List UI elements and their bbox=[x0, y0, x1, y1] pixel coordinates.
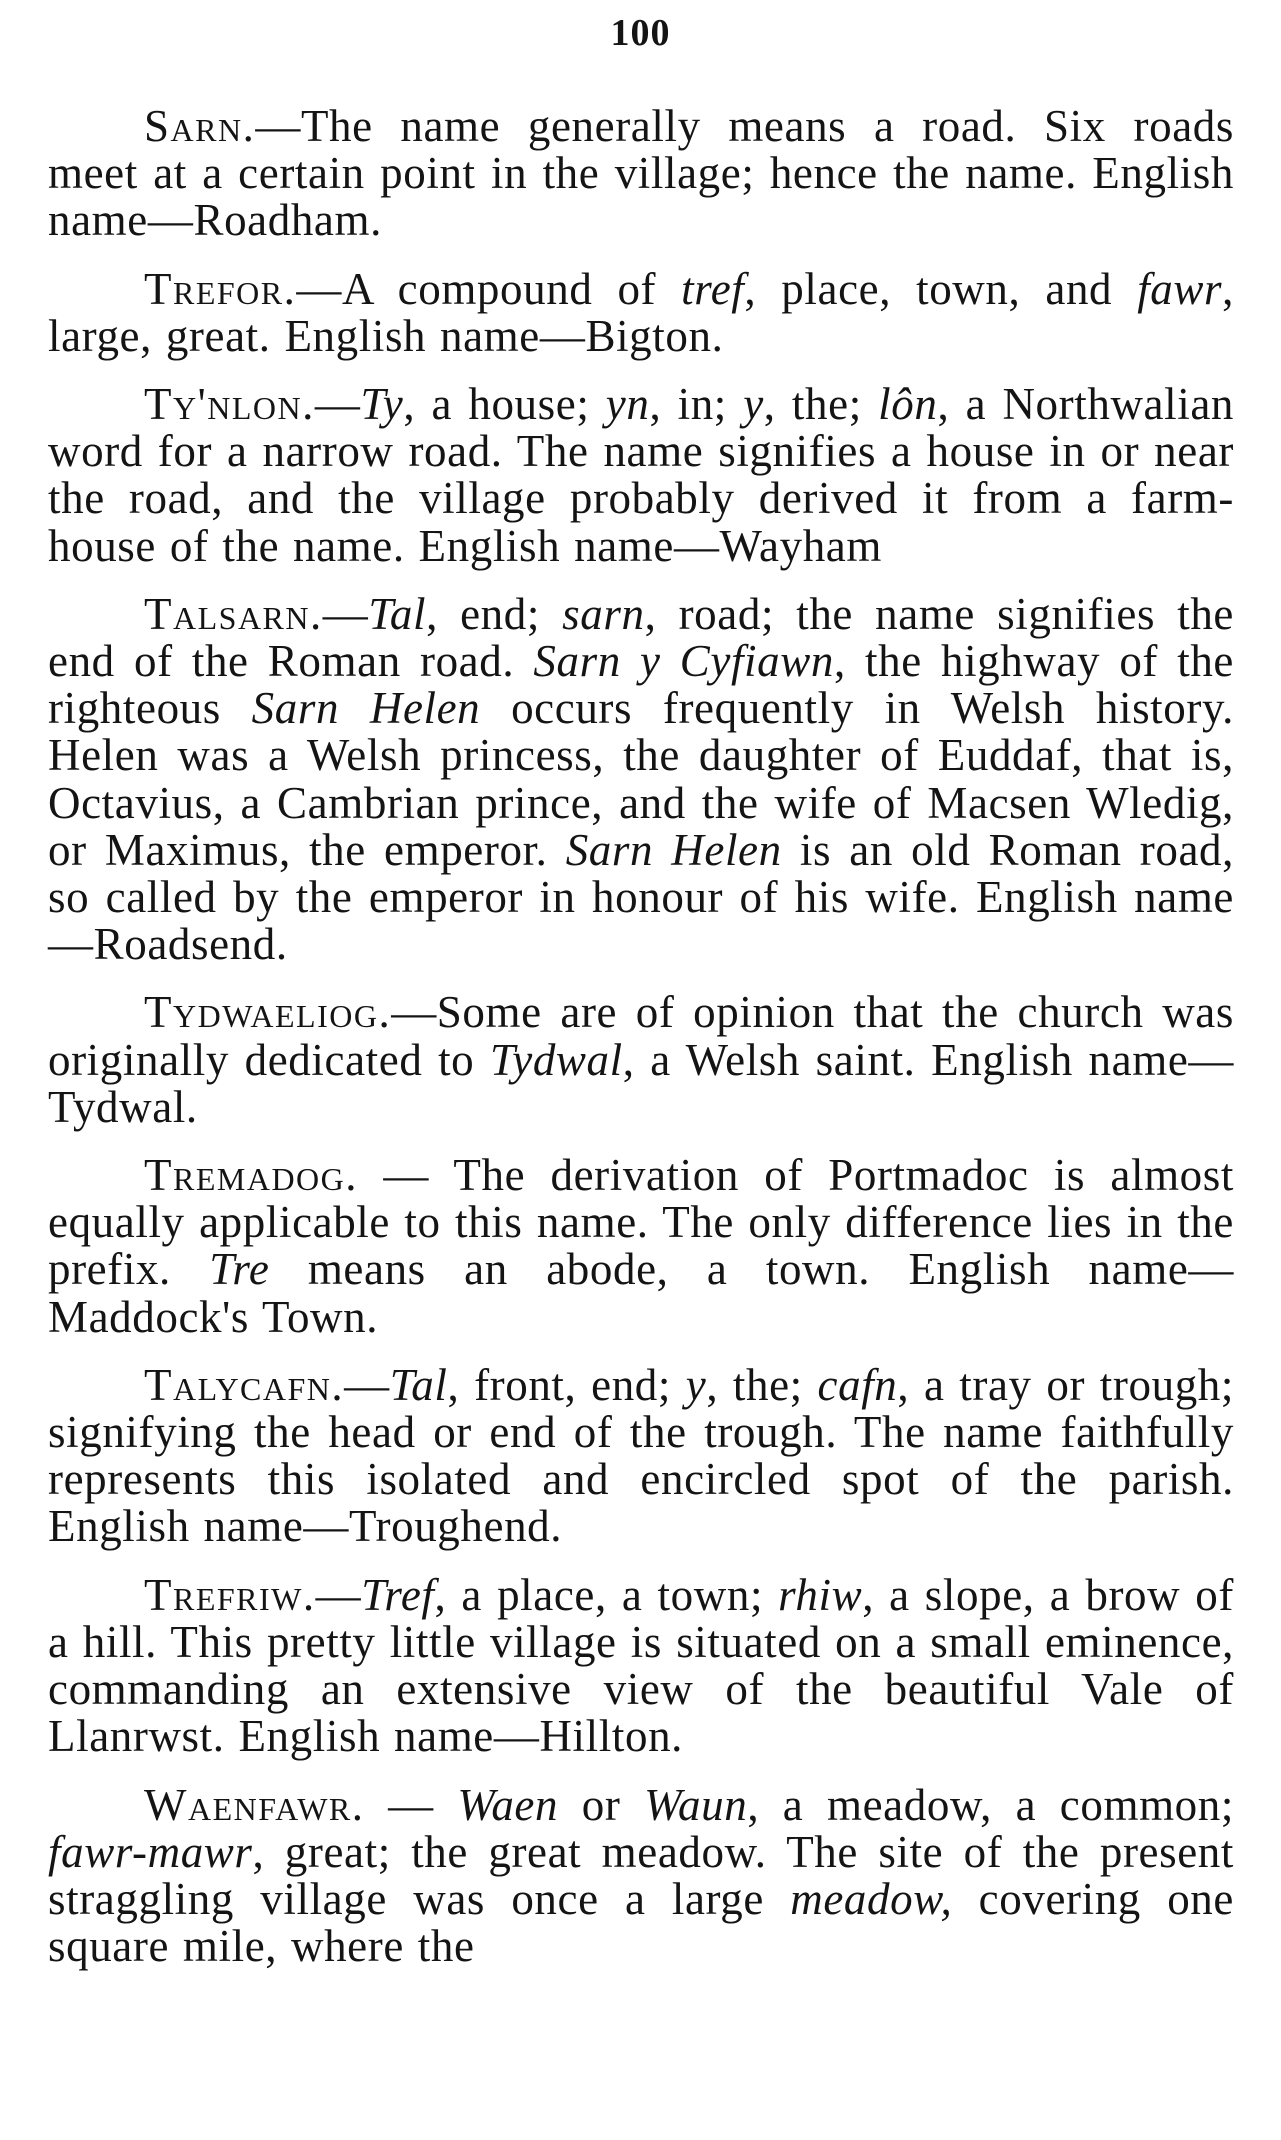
italic-term: fawr-mawr bbox=[48, 1826, 253, 1877]
entry-text: — bbox=[314, 379, 361, 430]
place-name-entry bbox=[48, 1359, 1234, 1552]
entry-headword: Trefor. bbox=[144, 263, 297, 314]
italic-term: Tref bbox=[361, 1569, 435, 1620]
italic-term: Tydwal bbox=[489, 1034, 623, 1085]
italic-term: fawr bbox=[1137, 263, 1223, 314]
entry-text: — bbox=[315, 1569, 362, 1620]
glossary-entries bbox=[48, 103, 1234, 1970]
entry-text: , the; bbox=[763, 379, 879, 430]
entry-text: occurs frequently in Welsh history. Helen was a Welsh princess, the daughter of Euddaf, that is, Octavius, a Cambrian prince, and the wife of Macsen Wledig, or Maximus, the emperor. bbox=[48, 683, 1234, 875]
entry-text: , a Northwalian word for a narrow road. The name signifies a house in or near the road, and the village probably derived it from a farm-house of the name. English name—Wayham bbox=[48, 379, 1234, 571]
italic-term: Sarn Helen bbox=[565, 824, 782, 875]
place-name-entry bbox=[48, 103, 1234, 245]
place-name-entry bbox=[48, 1152, 1234, 1341]
entry-headword: Waenfawr. bbox=[144, 1779, 365, 1830]
entry-text: — The derivation of Portmadoc is almost equally applicable to this name. The only difference lies in the prefix. bbox=[48, 1150, 1234, 1295]
entry-text: , a house; bbox=[403, 379, 606, 430]
italic-term: Tal bbox=[368, 588, 427, 639]
italic-term: Waun bbox=[644, 1779, 748, 1830]
place-name-entry bbox=[48, 381, 1234, 570]
entry-text: , front, end; bbox=[447, 1359, 686, 1410]
entry-text: — bbox=[364, 1779, 458, 1830]
place-name-entry bbox=[48, 1779, 1234, 1972]
entry-text: — bbox=[322, 588, 369, 639]
italic-term: y bbox=[685, 1359, 707, 1410]
entry-text: , great; the great meadow. The site of the present straggling village was once a large bbox=[48, 1826, 1234, 1924]
entry-headword: Talycafn. bbox=[144, 1359, 345, 1410]
entry-text: is an old Roman road, so called by the emperor in honour of his wife. English name—Roadsend. bbox=[48, 824, 1235, 970]
italic-term: tref bbox=[681, 263, 745, 314]
entry-text: —The name generally means a road. Six roads meet at a certain point in the village; hence the name. English name—Roadham. bbox=[48, 101, 1234, 246]
entry-headword: Tydwaeliog. bbox=[144, 987, 392, 1038]
entry-headword: Trefriw. bbox=[144, 1569, 316, 1620]
entry-text: , a slope, a brow of a hill. This pretty little village is situated on a small eminence, commanding an extensive view of the beautiful Vale of Llanrwst. English name—Hillton. bbox=[48, 1569, 1234, 1762]
entry-text: —A compound of bbox=[296, 263, 682, 314]
entry-text: covering one square mile, where the bbox=[48, 1873, 1234, 1972]
italic-term: lôn bbox=[878, 379, 938, 430]
place-name-entry bbox=[48, 588, 1235, 970]
entry-text: , a place, a town; bbox=[434, 1569, 779, 1620]
entry-text: , place, town, and bbox=[744, 263, 1138, 314]
italic-term: cafn bbox=[817, 1359, 898, 1410]
italic-term: Tal bbox=[389, 1359, 448, 1410]
italic-term: meadow, bbox=[790, 1873, 953, 1924]
entry-text: , large, great. English name—Bigton. bbox=[48, 263, 1234, 361]
entry-text: , end; bbox=[426, 588, 563, 639]
italic-term: Sarn y Cyfiawn bbox=[533, 636, 834, 687]
entry-headword: Ty'nlon. bbox=[144, 379, 315, 430]
italic-term: Ty bbox=[360, 379, 404, 430]
entry-headword: Sarn. bbox=[144, 101, 256, 151]
entry-text: , the; bbox=[706, 1359, 818, 1410]
italic-term: yn bbox=[605, 379, 650, 430]
entry-headword: Tremadog. bbox=[144, 1150, 359, 1201]
entry-text: or bbox=[558, 1779, 645, 1830]
entry-text: —Some are of opinion that the church was originally dedicated to bbox=[48, 987, 1234, 1085]
place-name-entry bbox=[48, 1569, 1234, 1762]
entry-text: , a Welsh saint. English name—Tydwal. bbox=[48, 1034, 1234, 1132]
italic-term: Tre bbox=[209, 1244, 270, 1295]
entry-text: means an abode, a town. English name—Maddock's Town. bbox=[48, 1244, 1235, 1342]
place-name-entry bbox=[48, 263, 1234, 361]
entry-text: , in; bbox=[649, 379, 744, 430]
italic-term: y bbox=[743, 379, 764, 430]
entry-text: , a meadow, a common; bbox=[747, 1779, 1234, 1830]
page-number: 100 bbox=[610, 12, 671, 54]
italic-term: sarn bbox=[562, 588, 645, 639]
italic-term: Sarn Helen bbox=[251, 683, 481, 734]
entry-text: — bbox=[344, 1359, 390, 1410]
entry-text: , the highway of the righteous bbox=[48, 636, 1234, 734]
italic-term: Waen bbox=[457, 1779, 559, 1830]
entry-text: , a tray or trough; signifying the head or end of the trough. The name faithfully represents this isolated and encircled spot of the parish. English name—Troughend. bbox=[48, 1359, 1234, 1552]
entry-text: , road; the name signifies the end of the Roman road. bbox=[48, 588, 1234, 687]
italic-term: rhiw bbox=[778, 1569, 863, 1620]
entry-headword: Talsarn. bbox=[144, 588, 323, 639]
place-name-entry bbox=[48, 989, 1234, 1131]
